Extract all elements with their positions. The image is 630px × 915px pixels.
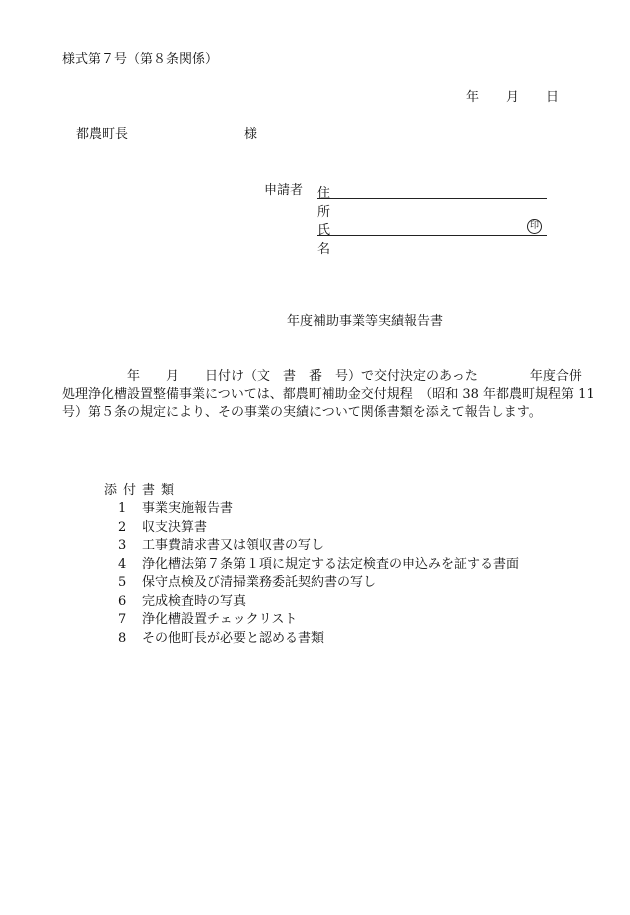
- addressee-name: 都農町長: [76, 127, 129, 142]
- address-label: 住 所: [317, 186, 344, 220]
- form-number: 様式第７号（第８条関係）: [62, 52, 219, 67]
- date-month: 月: [506, 90, 520, 105]
- list-item: 7 浄化槽設置チェックリスト: [118, 612, 298, 627]
- body-line-3: 号）第５条の規定により、その事業の実績について関係書類を添えて報告します。: [62, 405, 542, 420]
- body-line-1: 年 月 日付け（文 書 番 号）で交付決定のあった 年度合併: [62, 369, 582, 384]
- body-line-2: 処理浄化槽設置整備事業については、都農町補助金交付規程 （昭和 38 年都農町規程第 11: [62, 387, 595, 402]
- list-item: 3 工事費請求書又は領収書の写し: [118, 538, 325, 553]
- attachment-list: [118, 500, 519, 648]
- date-day: 日: [546, 90, 560, 105]
- list-item: 8 その他町長が必要と認める書類: [118, 630, 325, 646]
- list-item: 1 事業実施報告書: [118, 501, 234, 516]
- addressee-honorific: 様: [244, 127, 258, 142]
- date-line: [466, 90, 559, 106]
- name-label: 氏 名: [317, 223, 344, 257]
- date-year: 年: [466, 90, 480, 105]
- addressee: [76, 127, 258, 143]
- attachments-heading: 添付書類: [104, 483, 181, 498]
- body-paragraph: [62, 368, 604, 422]
- list-item: 4 浄化槽法第７条第１項に規定する法定検査の申込みを証する書面: [118, 556, 520, 572]
- list-item: 2 収支決算書: [118, 519, 208, 535]
- list-item: 6 完成検査時の写真: [118, 593, 247, 609]
- address-underline: [317, 198, 547, 199]
- document-title: 年度補助事業等実績報告書: [287, 314, 444, 329]
- name-underline: [317, 235, 547, 236]
- seal-mark: 印: [527, 219, 542, 234]
- applicant-label: 申請者: [264, 183, 304, 198]
- list-item: 5 保守点検及び清掃業務委託契約書の写し: [118, 575, 377, 590]
